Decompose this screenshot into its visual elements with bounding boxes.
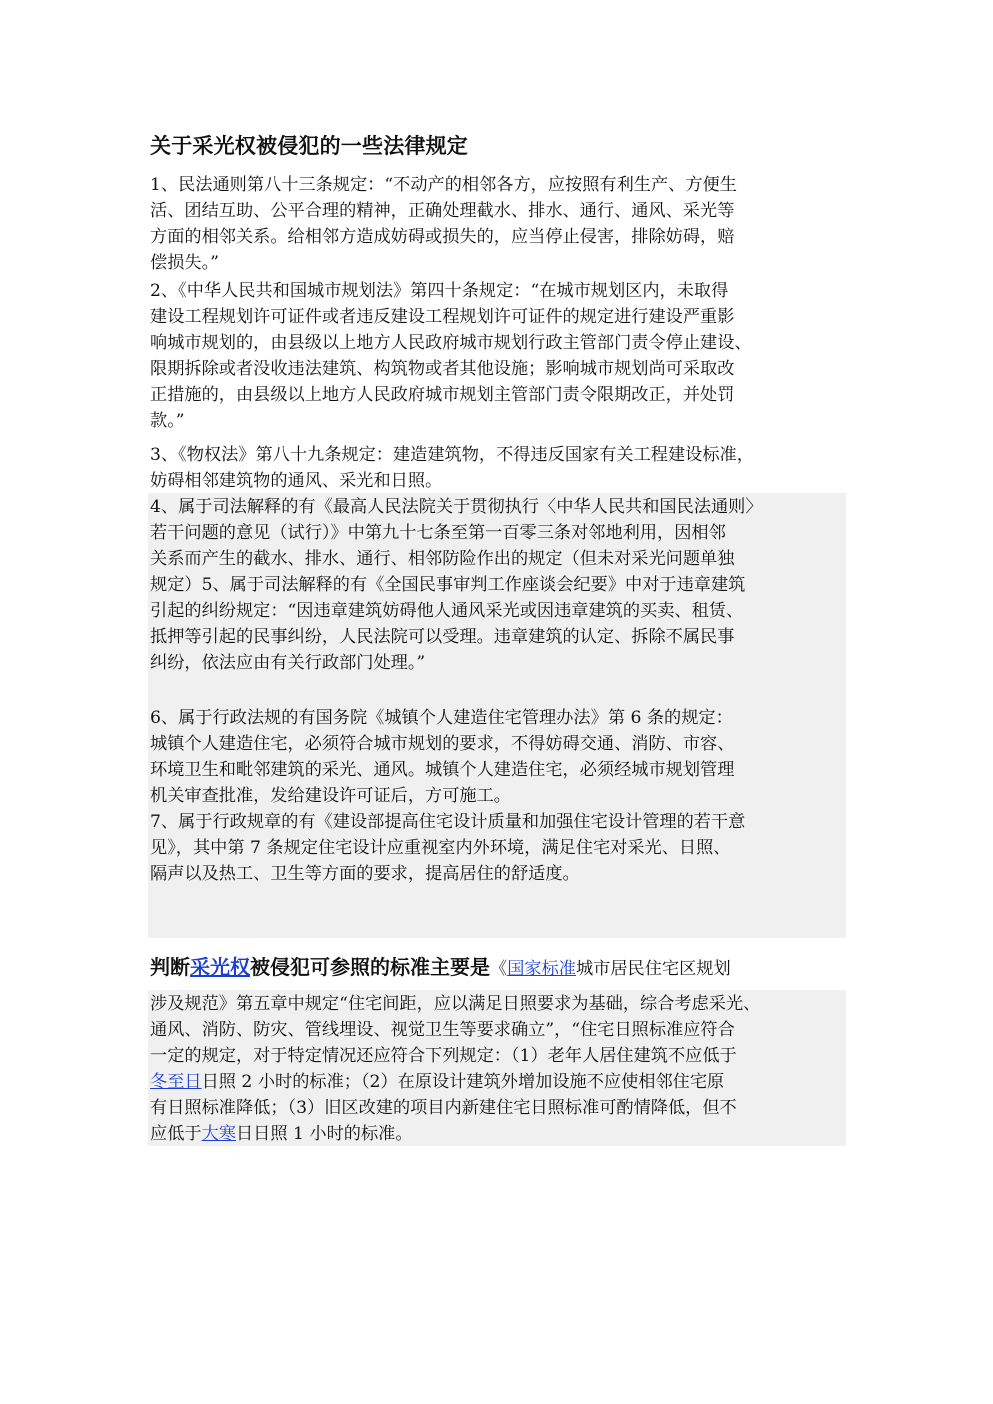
section-heading [150, 952, 850, 984]
line-text: 应低于 [150, 1124, 202, 1144]
link-great-cold[interactable]: 大寒 [201, 1124, 236, 1144]
paragraph-line: 2、《中华人民共和国城市规划法》第四十条规定：“在城市规划区内，未取得 [150, 281, 729, 301]
paragraph-line: 见》，其中第 7 条规定住宅设计应重视室内外环境，满足住宅对采光、日照、 [150, 838, 731, 858]
paragraph-line: 款。” [150, 411, 185, 431]
line-text: 日照 2 小时的标准；（2）在原设计建筑外增加设施不应使相邻住宅原 [201, 1072, 725, 1092]
paragraph-line: 抵押等引起的民事纠纷，人民法院可以受理。违章建筑的认定、拆除不属民事 [150, 627, 735, 647]
paragraph-line: 关系而产生的截水、排水、通行、相邻防险作出的规定（但未对采光问题单独 [150, 549, 735, 569]
paragraph-line: 3、《物权法》第八十九条规定：建造建筑物，不得违反国家有关工程建设标准， [150, 445, 754, 465]
heading-link-caiguangquan[interactable]: 采光权 [190, 955, 250, 979]
paragraph-line: 通风、消防、防灾、管线埋设、视觉卫生等要求确立”，“住宅日照标准应符合 [150, 1020, 735, 1040]
paragraph-line: 涉及规范》第五章中规定“住宅间距，应以满足日照要求为基础，综合考虑采光、 [150, 994, 761, 1014]
paragraph-line: 偿损失。” [150, 253, 219, 273]
paragraph-line: 机关审查批准，发给建设许可证后，方可施工。 [150, 786, 511, 806]
paragraph-line: 环境卫生和毗邻建筑的采光、通风。城镇个人建造住宅，必须经城市规划管理 [150, 760, 735, 780]
paragraph-line: 方面的相邻关系。给相邻方造成妨碍或损失的，应当停止侵害，排除妨碍，赔 [150, 227, 735, 247]
paragraph-line: 建设工程规划许可证件或者违反建设工程规划许可证件的规定进行建设严重影 [150, 307, 735, 327]
paragraph-line: 引起的纠纷规定：“因违章建筑妨碍他人通风采光或因违章建筑的买卖、租赁、 [150, 601, 744, 621]
heading-suffix: 被侵犯可参照的标准主要是 [250, 955, 490, 979]
paragraph-line: 隔声以及热工、卫生等方面的要求，提高居住的舒适度。 [150, 864, 580, 884]
paragraph-line: 城镇个人建造住宅，必须符合城市规划的要求，不得妨碍交通、消防、市容、 [150, 734, 735, 754]
paragraph-line: 若干问题的意见（试行）》中第九十七条至第一百零三条对邻地利用，因相邻 [150, 523, 726, 543]
paragraph-line: 限期拆除或者没收违法建筑、构筑物或者其他设施；影响城市规划尚可采取改 [150, 359, 735, 379]
paragraph-line: 规定）5、属于司法解释的有《全国民事审判工作座谈会纪要》中对于违章建筑 [150, 575, 746, 595]
paragraph-line: 4、属于司法解释的有《最高人民法院关于贯彻执行〈中华人民共和国民法通则〉 [150, 497, 763, 517]
link-winter-solstice[interactable]: 冬至日 [150, 1072, 202, 1092]
paragraph-line: 妨碍相邻建筑物的通风、采光和日照。 [150, 471, 443, 491]
paragraph-line: 正措施的，由县级以上地方人民政府城市规划主管部门责令限期改正，并处罚 [150, 385, 735, 405]
paragraph-2 [150, 278, 850, 434]
paragraph-line: 活、团结互助、公平合理的精神，正确处理截水、排水、通行、通风、采光等 [150, 201, 735, 221]
paragraph-6 [150, 705, 850, 809]
paragraph-7 [150, 809, 850, 887]
paragraph-3 [150, 442, 850, 494]
paragraph-line: 纠纷，依法应由有关行政部门处理。” [150, 653, 426, 673]
paragraph-line: 6、属于行政法规的有国务院《城镇个人建造住宅管理办法》第 6 条的规定： [150, 708, 733, 728]
heading-prefix: 判断 [150, 955, 190, 979]
paragraph-4 [150, 494, 850, 676]
heading-normal-suffix: 城市居民住宅区规划 [575, 959, 731, 979]
paragraph-1 [150, 172, 850, 276]
paragraph-line: 一定的规定，对于特定情况还应符合下列规定：（1）老年人居住建筑不应低于 [150, 1046, 737, 1066]
paragraph-line [150, 1069, 850, 1095]
line-text: 日日照 1 小时的标准。 [235, 1124, 413, 1144]
paragraph-line: 有日照标准降低；（3）旧区改建的项目内新建住宅日照标准可酌情降低，但不 [150, 1098, 737, 1118]
section-2-body [150, 991, 850, 1147]
paragraph-line: 响城市规划的，由县级以上地方人民政府城市规划行政主管部门责令停止建设、 [150, 333, 752, 353]
paragraph-line: 7、属于行政规章的有《建设部提高住宅设计质量和加强住宅设计管理的若干意 [150, 812, 746, 832]
link-national-standard[interactable]: 国家标准 [507, 959, 576, 979]
heading-normal-prefix: 《 [490, 959, 508, 979]
paragraph-line: 1、民法通则第八十三条规定：“不动产的相邻各方，应按照有利生产、方便生 [150, 175, 737, 195]
document-title: 关于采光权被侵犯的一些法律规定 [150, 133, 468, 158]
paragraph-line [150, 1121, 850, 1147]
